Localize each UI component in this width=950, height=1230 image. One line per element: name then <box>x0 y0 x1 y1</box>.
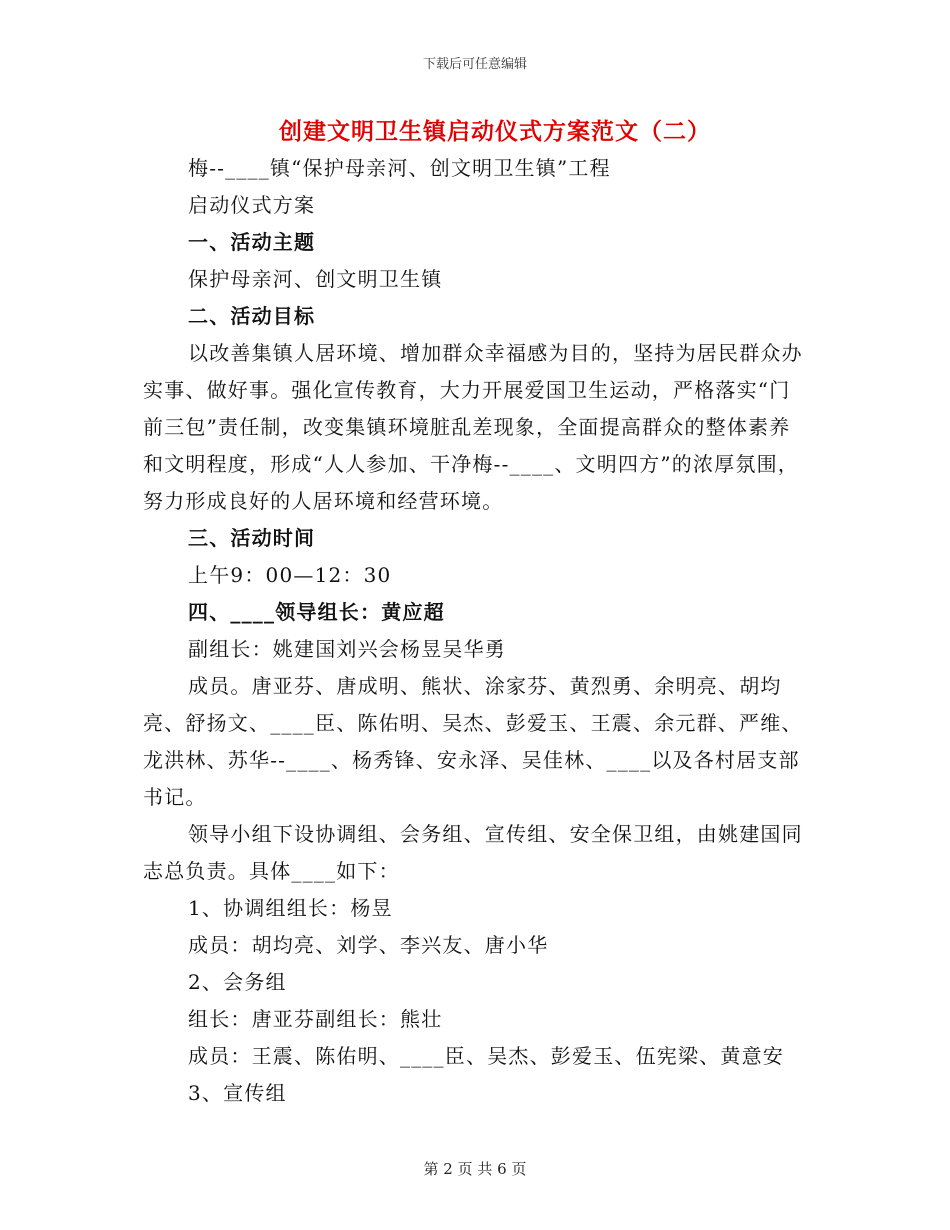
document-title: 创建文明卫生镇启动仪式方案范文（二） <box>279 118 711 145</box>
heading-activity-time: 三、活动时间 <box>188 526 316 550</box>
paragraph-time: 上午9：00—12：30 <box>188 563 392 587</box>
page-number-footer: 第 2 页 共 6 页 <box>423 1160 527 1178</box>
document-body <box>143 150 808 1112</box>
paragraph-affairs-members: 成员：王震、陈佑明、____臣、吴杰、彭爱玉、伍宪梁、黄意安 <box>188 1044 784 1068</box>
paragraph-project-line: 梅--____镇“保护母亲河、创文明卫生镇”工程 <box>188 156 611 180</box>
paragraph-deputy-leaders: 副组长：姚建国刘兴会杨昱吴华勇 <box>188 637 506 661</box>
heading-activity-goal: 二、活动目标 <box>188 304 316 328</box>
heading-activity-theme: 一、活动主题 <box>188 230 316 254</box>
paragraph-groups: 领导小组下设协调组、会务组、宣传组、安全保卫组，由姚建国同志总负责。具体____如下： <box>143 822 803 883</box>
header-note: 下载后可任意编辑 <box>422 57 527 72</box>
paragraph-publicity-group: 3、宣传组 <box>188 1081 287 1105</box>
paragraph-coordination-group: 1、协调组组长：杨昱 <box>188 896 393 920</box>
paragraph-ceremony-plan: 启动仪式方案 <box>188 193 316 217</box>
paragraph-affairs-group: 2、会务组 <box>188 970 287 994</box>
paragraph-affairs-leaders: 组长：唐亚芬副组长：熊壮 <box>188 1007 443 1031</box>
heading-leadership: 四、____领导组长：黄应超 <box>188 600 445 624</box>
paragraph-theme: 保护母亲河、创文明卫生镇 <box>188 267 443 291</box>
paragraph-goal: 以改善集镇人居环境、增加群众幸福感为目的，坚持为居民群众办实事、做好事。强化宣传教育，大力开展爱国卫生运动，严格落实“门前三包”责任制，改变集镇环境脏乱差现象，全面提高群众的整体素养和文明程度，形成“人人参加、干净梅--____、文明四方”的浓厚氛围，努力形成良好的人居环境和经营环境。 <box>143 341 803 513</box>
paragraph-members: 成员。唐亚芬、唐成明、熊状、涂家芬、黄烈勇、余明亮、胡均亮、舒扬文、____臣、陈佑明、吴杰、彭爱玉、王震、余元群、严维、龙洪林、苏华--____、杨秀锋、安永泽、吴佳林、____以及各村居支部书记。 <box>143 674 803 809</box>
paragraph-coordination-members: 成员：胡均亮、刘学、李兴友、唐小华 <box>188 933 549 957</box>
